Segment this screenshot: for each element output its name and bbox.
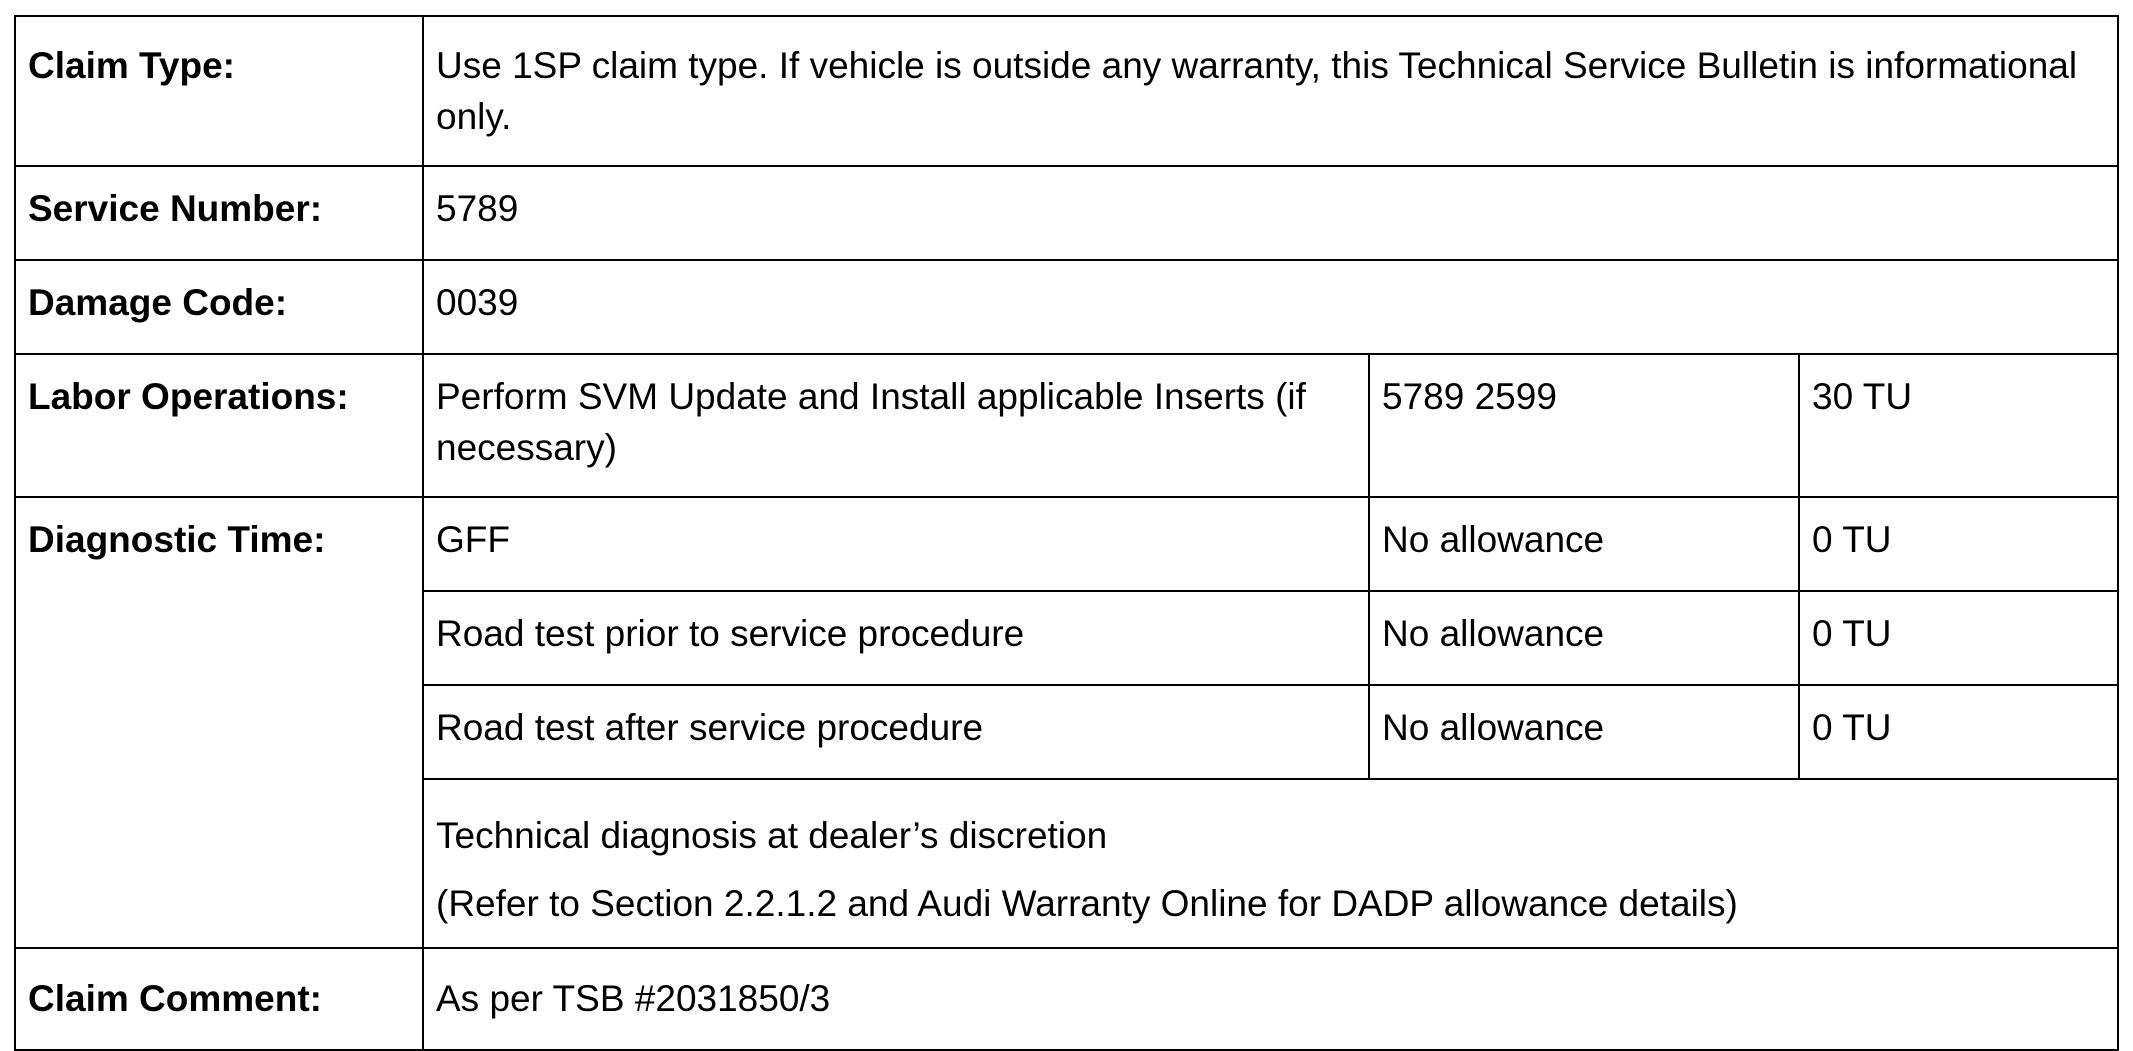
claim-type-value: Use 1SP claim type. If vehicle is outside any warranty, this Technical Service Bulletin is informational only. <box>423 16 2118 166</box>
damage-code-row <box>15 260 2118 354</box>
claim-type-row <box>15 16 2118 166</box>
diagnostic-time: 0 TU <box>1799 497 2118 591</box>
diagnostic-allowance: No allowance <box>1369 591 1799 685</box>
diagnostic-description: GFF <box>423 497 1369 591</box>
service-number-row <box>15 166 2118 260</box>
diagnostic-description: Road test after service procedure <box>423 685 1369 779</box>
service-number-value: 5789 <box>423 166 2118 260</box>
damage-code-value: 0039 <box>423 260 2118 354</box>
diagnostic-description: Road test prior to service procedure <box>423 591 1369 685</box>
diagnostic-allowance: No allowance <box>1369 497 1799 591</box>
service-number-label: Service Number: <box>15 166 423 260</box>
diagnostic-time-label: Diagnostic Time: <box>15 497 423 948</box>
diagnostic-time: 0 TU <box>1799 591 2118 685</box>
claim-comment-value: As per TSB #2031850/3 <box>423 948 2118 1050</box>
diagnostic-note-line-2: (Refer to Section 2.2.1.2 and Audi Warranty Online for DADP allowance details) <box>436 883 1738 924</box>
labor-operations-time: 30 TU <box>1799 354 2118 497</box>
diagnostic-time: 0 TU <box>1799 685 2118 779</box>
labor-operations-label: Labor Operations: <box>15 354 423 497</box>
claim-type-label: Claim Type: <box>15 16 423 166</box>
diagnostic-allowance: No allowance <box>1369 685 1799 779</box>
diagnostic-note <box>423 779 2118 948</box>
warranty-claim-table <box>14 15 2119 1051</box>
claim-comment-label: Claim Comment: <box>15 948 423 1050</box>
diagnostic-note-line-1: Technical diagnosis at dealer’s discretion <box>436 815 1108 856</box>
damage-code-label: Damage Code: <box>15 260 423 354</box>
labor-operations-description: Perform SVM Update and Install applicable Inserts (if necessary) <box>423 354 1369 497</box>
diagnostic-row-1 <box>15 497 2118 591</box>
labor-operations-code: 5789 2599 <box>1369 354 1799 497</box>
claim-comment-row <box>15 948 2118 1050</box>
labor-operations-row <box>15 354 2118 497</box>
